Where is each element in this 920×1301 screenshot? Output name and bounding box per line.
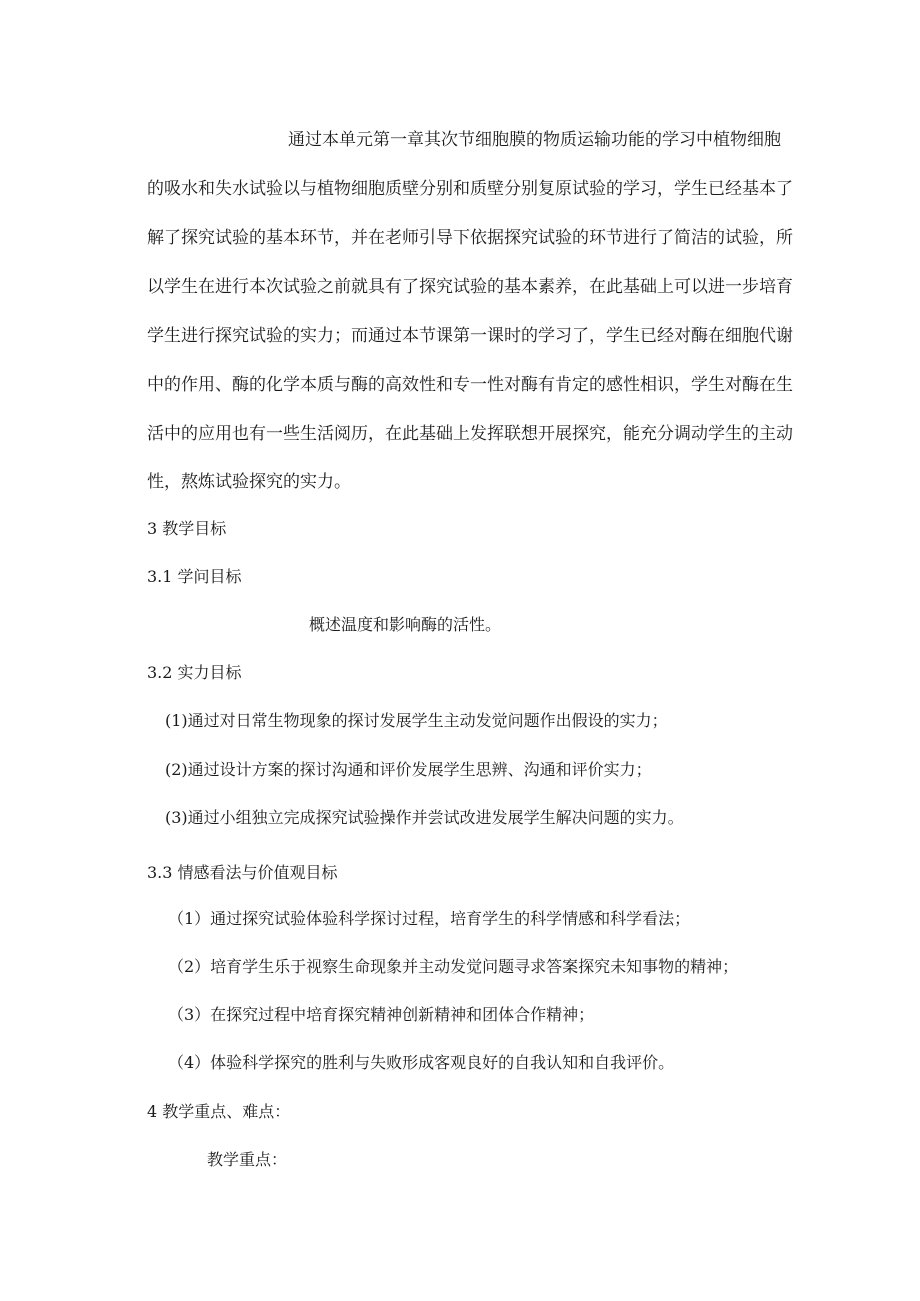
emotion-goal-item: （4）体验科学探究的胜利与失败形成客观良好的自我认知和自我评价。 — [168, 1053, 675, 1072]
intro-line: 活中的应用也有一些生活阅历，在此基础上发挥联想开展探究，能充分调动学生的主动 — [147, 424, 793, 444]
section-4-heading: 4 教学重点、难点： — [147, 1102, 291, 1121]
section-3-1-heading: 3.1 学问目标 — [147, 567, 242, 586]
knowledge-goal-text: 概述温度和影响酶的活性。 — [309, 615, 502, 634]
ability-goal-item: (2)通过设计方案的探讨沟通和评价发展学生思辨、沟通和评价实力； — [165, 760, 652, 779]
intro-line: 通过本单元第一章其次节细胞膜的物质运输功能的学习中植物细胞 — [288, 130, 781, 150]
section-3-2-heading: 3.2 实力目标 — [147, 663, 242, 682]
section-4-subheading: 教学重点： — [207, 1150, 288, 1169]
intro-line: 解了探究试验的基本环节，并在老师引导下依据探究试验的环节进行了简洁的试验，所 — [147, 228, 793, 248]
ability-goal-item: (3)通过小组独立完成探究试验操作并尝试改进发展学生解决问题的实力。 — [165, 808, 684, 827]
intro-line: 中的作用、酶的化学本质与酶的高效性和专一性对酶有肯定的感性相识，学生对酶在生 — [147, 375, 793, 395]
intro-line: 以学生在进行本次试验之前就具有了探究试验的基本素养，在此基础上可以进一步培育 — [147, 277, 793, 297]
intro-line: 的吸水和失水试验以与植物细胞质壁分别和质壁分别复原试验的学习，学生已经基本了 — [147, 179, 793, 199]
emotion-goal-item: （3）在探究过程中培育探究精神创新精神和团体合作精神； — [168, 1005, 595, 1024]
intro-line: 学生进行探究试验的实力；而通过本节课第一课时的学习了，学生已经对酶在细胞代谢 — [147, 326, 793, 346]
emotion-goal-item: （1）通过探究试验体验科学探讨过程，培育学生的科学情感和科学看法； — [168, 909, 691, 928]
section-3-3-heading: 3.3 情感看法与价值观目标 — [147, 863, 338, 882]
ability-goal-item: (1)通过对日常生物现象的探讨发展学生主动发觉问题作出假设的实力； — [165, 711, 668, 730]
intro-line: 性，熬炼试验探究的实力。 — [147, 472, 351, 492]
emotion-goal-item: （2）培育学生乐于视察生命现象并主动发觉问题寻求答案探究未知事物的精神； — [168, 957, 739, 976]
section-3-heading: 3 教学目标 — [147, 519, 227, 538]
